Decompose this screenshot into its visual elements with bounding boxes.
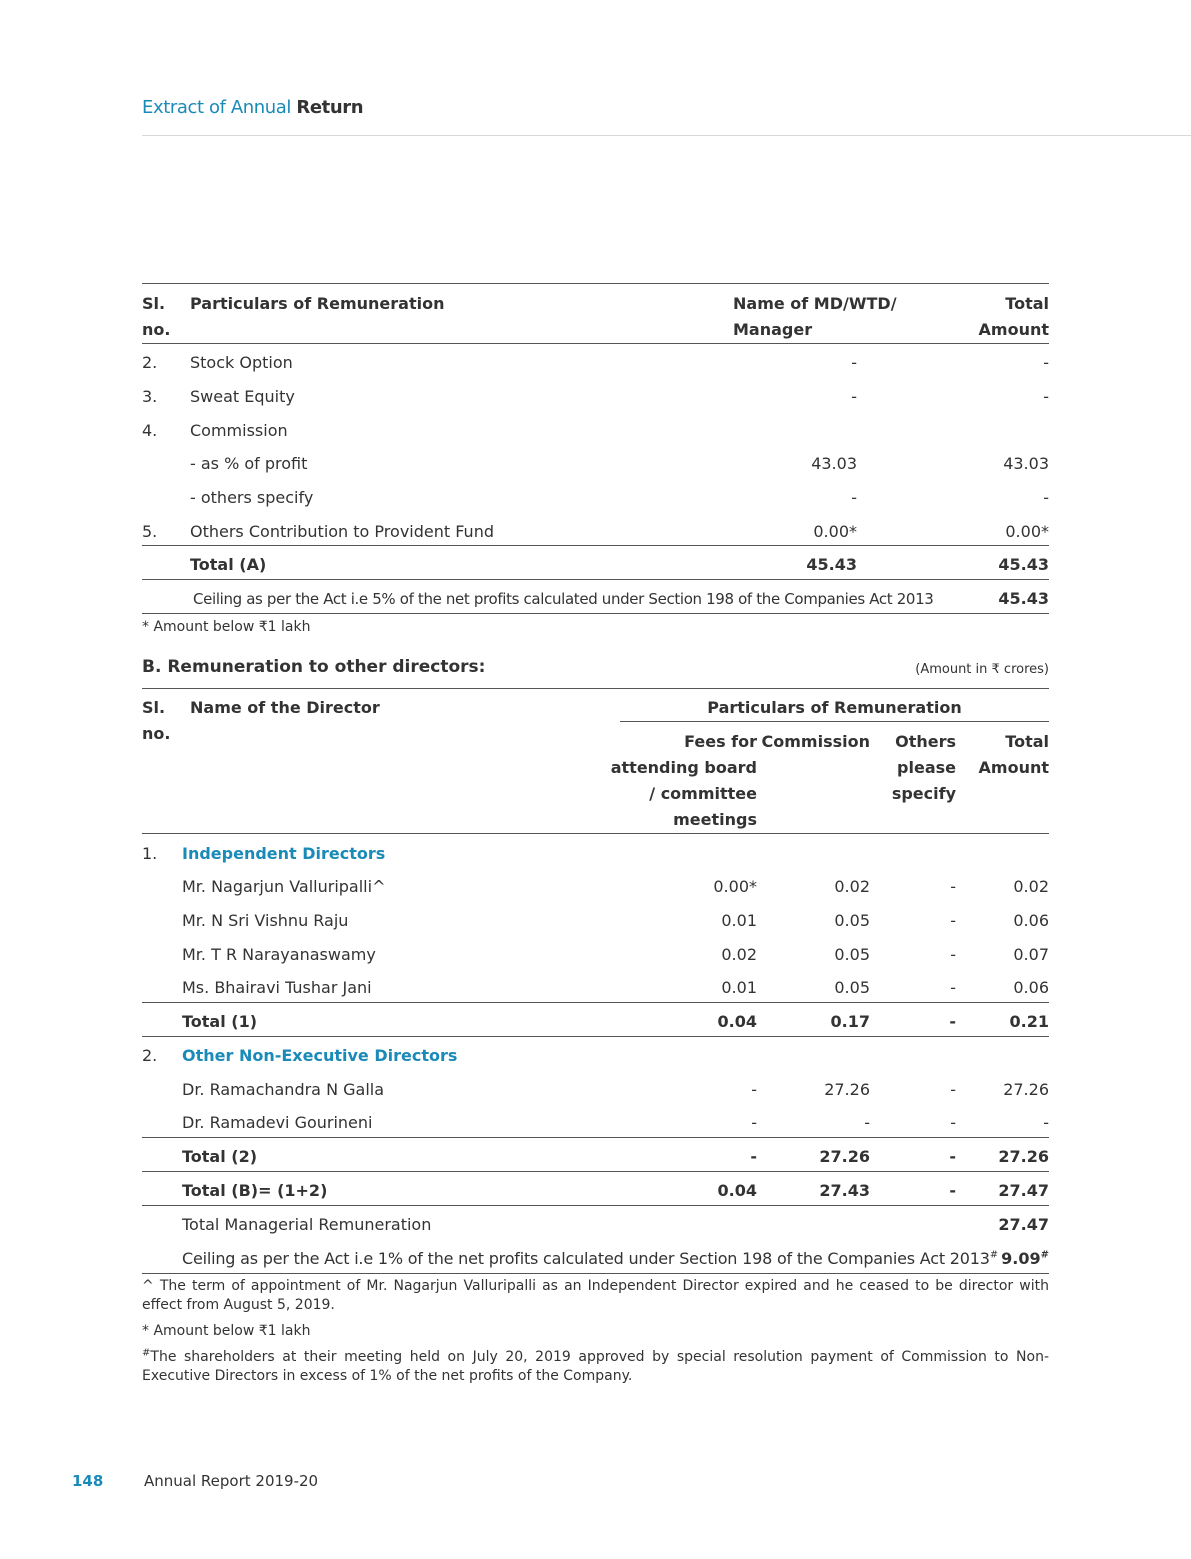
table-a-row-label: Stock Option	[190, 353, 293, 372]
director-commission: 0.05	[834, 945, 870, 964]
group-1-total-commission: 0.17	[830, 1012, 870, 1031]
table-a-row-sl: 5.	[142, 522, 158, 541]
footnote-caret: ^ The term of appointment of Mr. Nagarjun Valluripalli as an Independent Director expired and he ceased to be director with effect from August 5, 2019.	[142, 1278, 1049, 1313]
table-a-header-total: Total	[1005, 294, 1049, 313]
table-a-row-sl: 2.	[142, 353, 158, 372]
total-b-commission: 27.43	[819, 1181, 870, 1200]
table-a-row-total: -	[1043, 353, 1049, 372]
group-2-total-fees: -	[750, 1147, 757, 1166]
table-b-header-others: Others	[895, 732, 956, 751]
director-name: Dr. Ramadevi Gourineni	[182, 1113, 373, 1132]
group-2-total-commission: 27.26	[819, 1147, 870, 1166]
managerial-total: 27.47	[998, 1215, 1049, 1234]
table-b-header-commission: Commission	[761, 732, 870, 751]
table-a-bottom-rule	[142, 613, 1049, 614]
table-a-header-particulars: Particulars of Remuneration	[190, 294, 445, 313]
table-a-row-total: 0.00*	[1005, 522, 1049, 541]
table-a-total-label: Total (A)	[190, 555, 267, 574]
table-a-row-total: -	[1043, 488, 1049, 507]
table-a-row-sl: 3.	[142, 387, 158, 406]
table-b-subheader-rule	[620, 721, 1049, 722]
director-name: Mr. Nagarjun Valluripalli^	[182, 877, 386, 896]
director-total: 27.26	[1003, 1080, 1049, 1099]
table-a-header-amount: Amount	[978, 320, 1049, 339]
group-1-total-rule	[142, 1002, 1049, 1003]
table-b-header-particulars: Particulars of Remuneration	[707, 698, 962, 717]
group-2-total-label: Total (2)	[182, 1147, 258, 1166]
total-b-rule	[142, 1171, 1049, 1172]
director-commission: 0.05	[834, 911, 870, 930]
director-name: Mr. N Sri Vishnu Raju	[182, 911, 349, 930]
director-others: -	[950, 1080, 956, 1099]
table-a-row-name-value: -	[851, 353, 857, 372]
group-2-total-others: -	[949, 1147, 956, 1166]
director-commission: 0.05	[834, 978, 870, 997]
table-a-row-label: Sweat Equity	[190, 387, 295, 406]
table-b-header-total: Amount	[978, 758, 1049, 777]
table-b-header-fees: attending board	[610, 758, 757, 777]
table-b-header-others: specify	[891, 784, 956, 803]
table-a-row-name-value: -	[851, 387, 857, 406]
table-a-header-rule	[142, 343, 1049, 344]
ceiling-b-label: Ceiling as per the Act i.e 1% of the net profits calculated under Section 198 of the Companies Act 2013#	[182, 1249, 998, 1268]
director-total: 0.06	[1013, 978, 1049, 997]
director-fees: 0.01	[721, 911, 757, 930]
ceiling-b-amount: 9.09#	[1001, 1249, 1049, 1268]
section-b-unit: (Amount in ₹ crores)	[915, 662, 1049, 677]
director-total: 0.02	[1013, 877, 1049, 896]
group-2-total-amount: 27.26	[998, 1147, 1049, 1166]
footnote-hash: #The shareholders at their meeting held on July 20, 2019 approved by special resolution payment of Commission to Non-Executive Directors in excess of 1% of the net profits of the Company.	[142, 1347, 1049, 1384]
director-others: -	[950, 877, 956, 896]
total-b-others: -	[949, 1181, 956, 1200]
table-a-row-name-value: 43.03	[811, 454, 857, 473]
group-1-sl: 1.	[142, 844, 158, 863]
table-b-top-rule	[142, 688, 1049, 689]
table-a-header-no: no.	[142, 320, 171, 339]
table-b-header-name: Name of the Director	[190, 698, 380, 717]
managerial-rule	[142, 1205, 1049, 1206]
table-a-total-amount: 45.43	[998, 555, 1049, 574]
footnote-star: * Amount below ₹1 lakh	[142, 1323, 311, 1339]
table-a-ceiling-label: Ceiling as per the Act i.e 5% of the net profits calculated under Section 198 of the Companies Act 2013	[193, 590, 934, 608]
director-commission: 27.26	[824, 1080, 870, 1099]
table-a-row-label: Others Contribution to Provident Fund	[190, 522, 494, 541]
table-a-row-total: -	[1043, 387, 1049, 406]
table-a-row-total: 43.03	[1003, 454, 1049, 473]
footer-report-title: Annual Report 2019-20	[144, 1472, 319, 1490]
group-1-total-label: Total (1)	[182, 1012, 258, 1031]
table-a-total-name-value: 45.43	[806, 555, 857, 574]
director-fees: -	[751, 1080, 757, 1099]
section-b-title: B. Remuneration to other directors:	[142, 657, 486, 677]
table-a-header-name-2: Manager	[733, 320, 813, 339]
table-a-note: * Amount below ₹1 lakh	[142, 619, 311, 635]
director-name: Dr. Ramachandra N Galla	[182, 1080, 385, 1099]
table-b-header-sl: Sl.	[142, 698, 166, 717]
table-a-total-rule	[142, 545, 1049, 546]
director-total: 0.07	[1013, 945, 1049, 964]
table-a-row-name-value: -	[851, 488, 857, 507]
director-name: Mr. T R Narayanaswamy	[182, 945, 376, 964]
director-others: -	[950, 978, 956, 997]
managerial-label: Total Managerial Remuneration	[182, 1215, 432, 1234]
director-commission: -	[864, 1113, 870, 1132]
director-fees: -	[751, 1113, 757, 1132]
director-total: -	[1043, 1113, 1049, 1132]
table-a-ceiling-rule	[142, 579, 1049, 580]
table-a-row-label: Commission	[190, 421, 288, 440]
table-a-row-name-value: 0.00*	[813, 522, 857, 541]
table-a-row-label: - as % of profit	[190, 454, 308, 473]
director-total: 0.06	[1013, 911, 1049, 930]
group-1-total-fees: 0.04	[717, 1012, 757, 1031]
table-b-bottom-rule	[142, 1273, 1049, 1274]
director-name: Ms. Bhairavi Tushar Jani	[182, 978, 372, 997]
director-commission: 0.02	[834, 877, 870, 896]
table-b-header-rule	[142, 833, 1049, 834]
total-b-fees: 0.04	[717, 1181, 757, 1200]
header-divider	[142, 135, 1191, 136]
table-b-header-total: Total	[1005, 732, 1049, 751]
table-b-header-no: no.	[142, 724, 171, 743]
group-2-total-rule	[142, 1137, 1049, 1138]
page-number: 148	[72, 1472, 104, 1490]
director-others: -	[950, 945, 956, 964]
total-b-label: Total (B)= (1+2)	[182, 1181, 328, 1200]
director-others: -	[950, 911, 956, 930]
table-a-ceiling-amount: 45.43	[998, 589, 1049, 608]
director-fees: 0.00*	[713, 877, 757, 896]
group-1-bottom-rule	[142, 1036, 1049, 1037]
table-a-header-sl: Sl.	[142, 294, 166, 313]
group-2-sl: 2.	[142, 1046, 158, 1065]
table-b-header-fees: / committee	[649, 784, 757, 803]
table-b-header-fees: meetings	[673, 810, 757, 829]
group-1-total-amount: 0.21	[1009, 1012, 1049, 1031]
director-fees: 0.01	[721, 978, 757, 997]
table-a-top-rule	[142, 283, 1049, 284]
table-b-header-fees: Fees for	[684, 732, 757, 751]
table-a-header-name: Name of MD/WTD/	[733, 294, 897, 313]
director-others: -	[950, 1113, 956, 1132]
director-fees: 0.02	[721, 945, 757, 964]
group-1-total-others: -	[949, 1012, 956, 1031]
total-b-amount: 27.47	[998, 1181, 1049, 1200]
group-1-title: Independent Directors	[182, 844, 386, 863]
table-a-row-label: - others specify	[190, 488, 314, 507]
table-b-header-others: please	[897, 758, 956, 777]
table-a-row-sl: 4.	[142, 421, 158, 440]
group-2-title: Other Non-Executive Directors	[182, 1046, 458, 1065]
page-header-title: Extract of Annual Return	[142, 97, 364, 118]
